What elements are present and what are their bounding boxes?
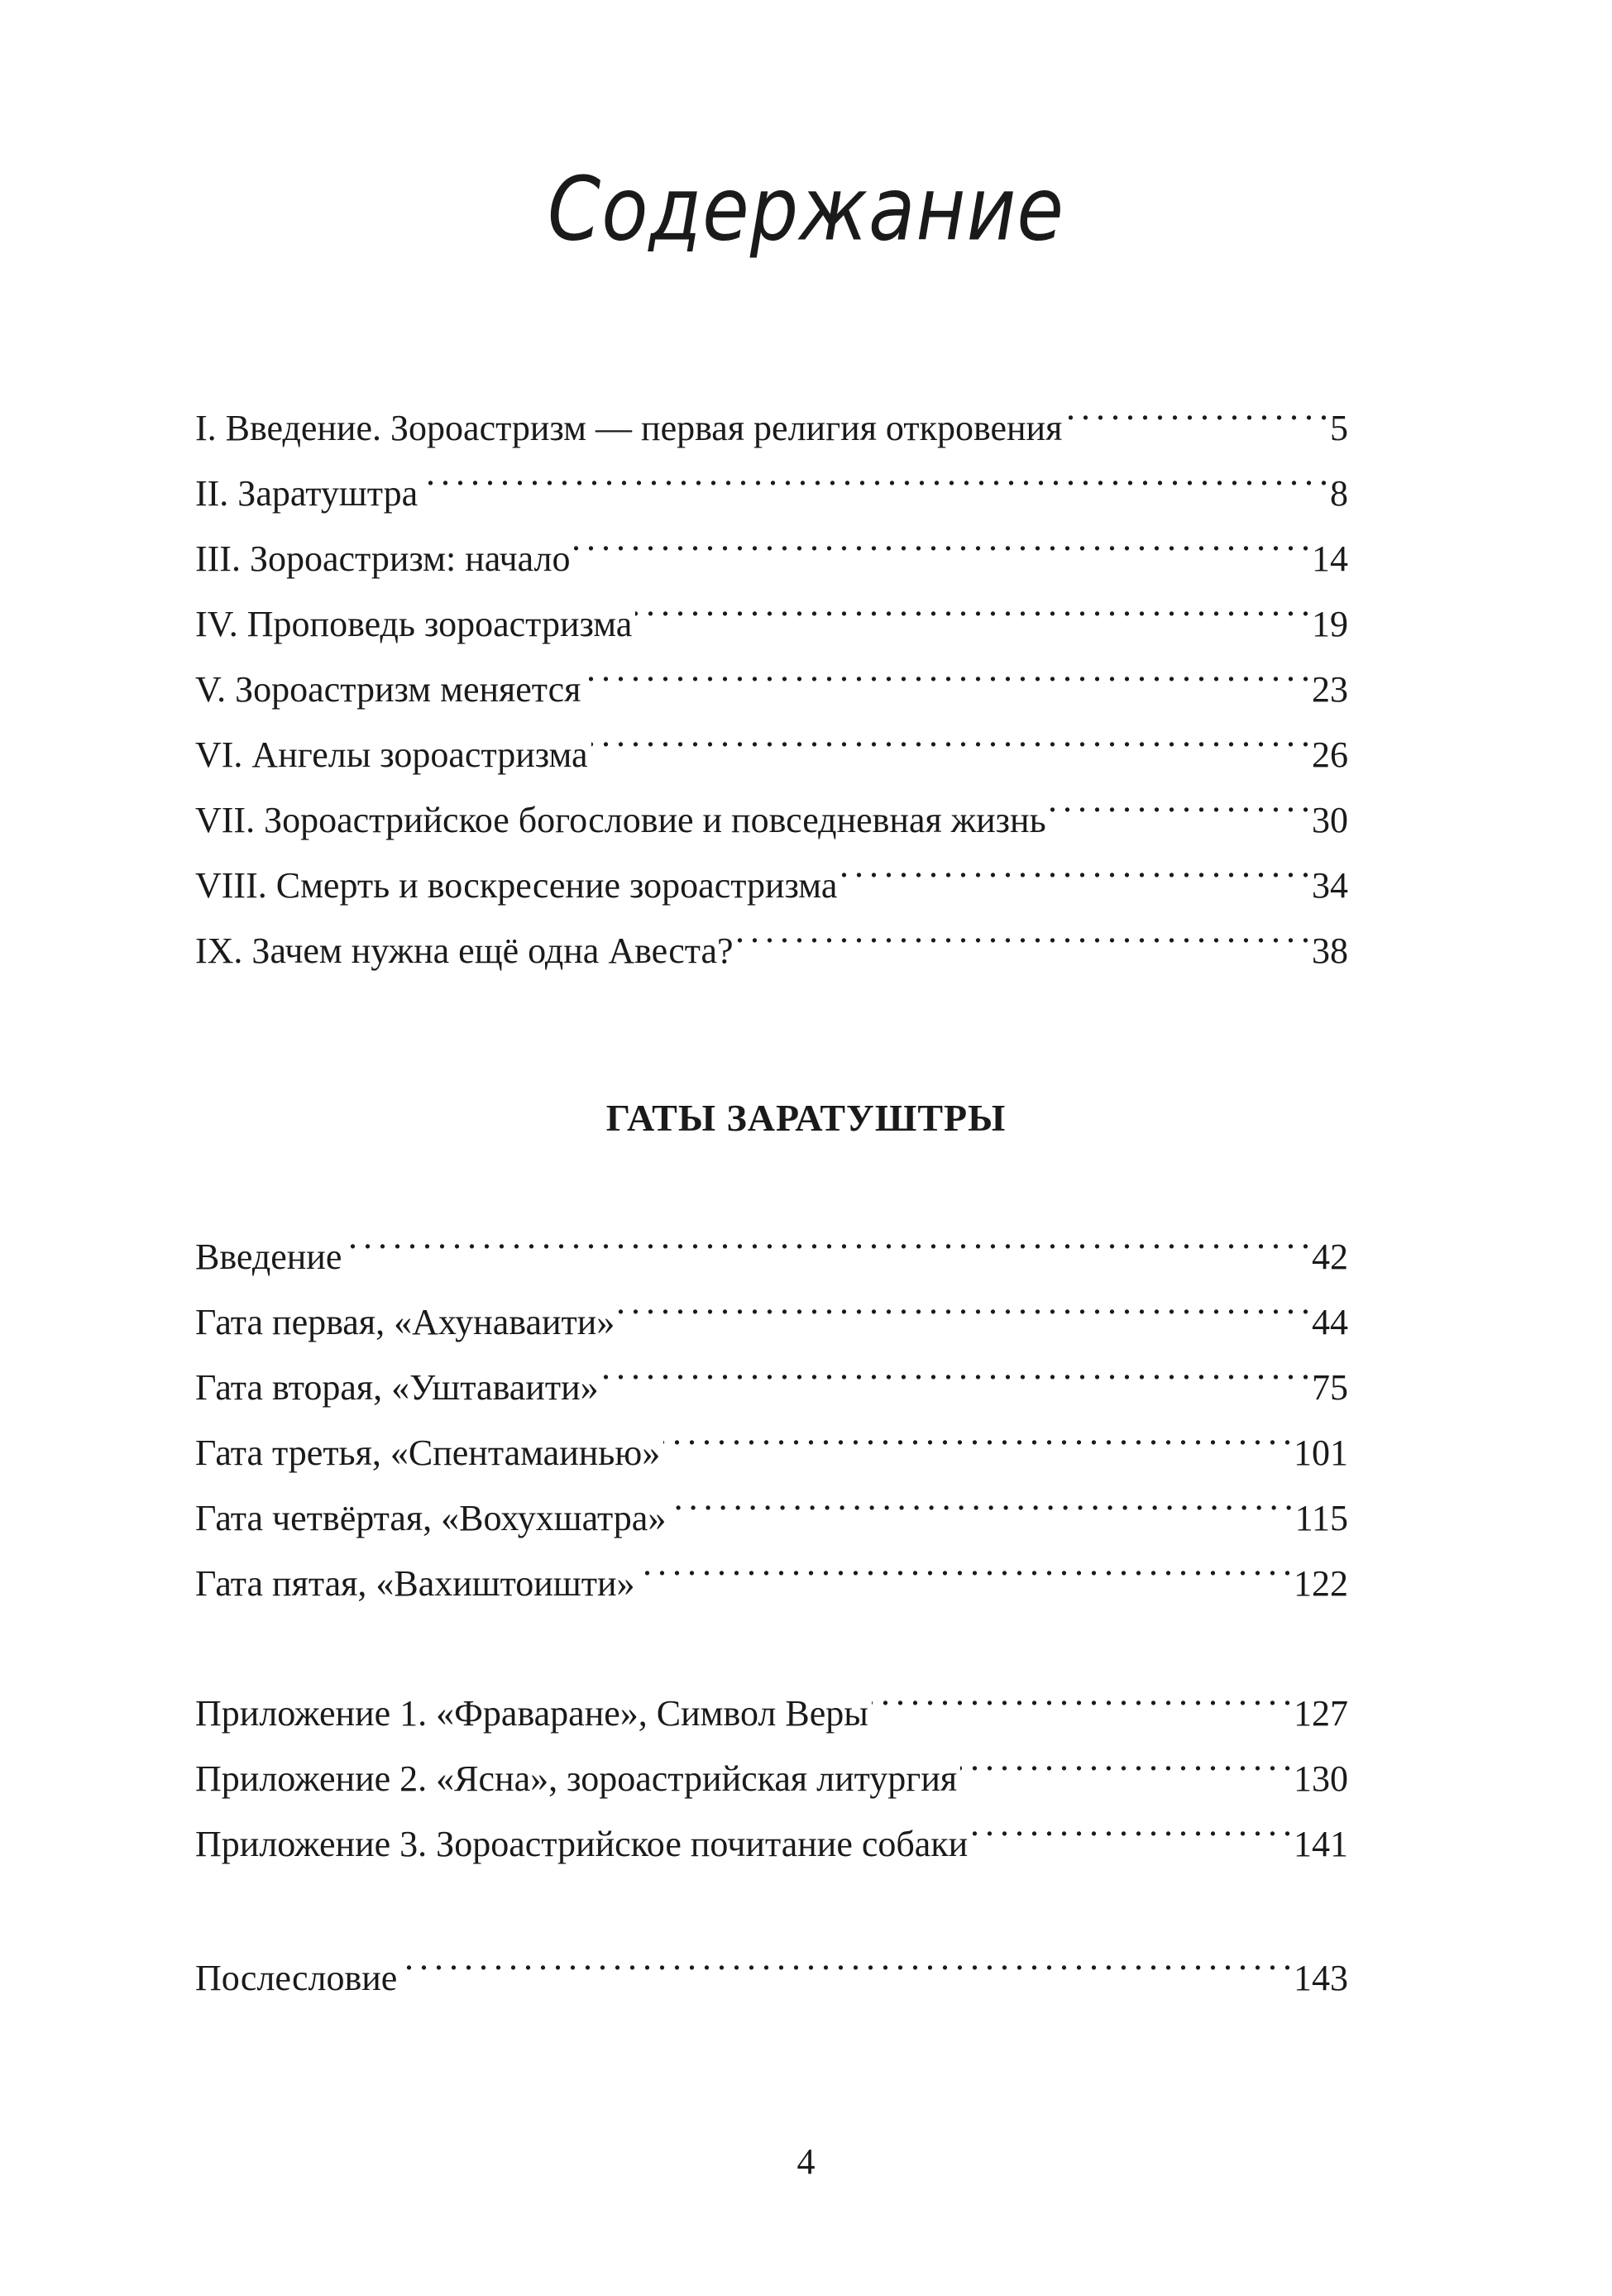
toc-entry-label: VII. Зороастрийское богословие и повседневная жизнь — [195, 800, 1046, 840]
toc-leader-dots — [639, 1559, 1290, 1595]
toc-leader-dots — [960, 1754, 1290, 1791]
toc-leader-dots — [591, 730, 1308, 767]
toc-entry-label: II. Заратуштра — [195, 473, 419, 514]
section-heading-gathas: ГАТЫ ЗАРАТУШТРЫ — [605, 1097, 1007, 1139]
toc-entry[interactable] — [195, 1355, 1348, 1420]
toc-entry[interactable] — [195, 1485, 1348, 1551]
toc-entry-label: III. Зороастризм: начало — [195, 538, 571, 579]
toc-leader-dots — [737, 926, 1308, 963]
toc-entry-label: Гата пятая, «Вахиштоишти» — [195, 1563, 635, 1604]
toc-entry-label: Гата четвёртая, «Вохухшатра» — [195, 1498, 667, 1538]
toc-appendix-list — [195, 1681, 1348, 1877]
toc-entry-label: Гата вторая, «Уштаваити» — [195, 1367, 599, 1408]
toc-entry-page: 14 — [1312, 538, 1348, 579]
toc-entry-page: 122 — [1294, 1563, 1348, 1604]
toc-entry[interactable] — [195, 1289, 1348, 1355]
toc-entry[interactable] — [195, 918, 1348, 983]
toc-entry-page: 38 — [1312, 930, 1348, 971]
toc-leader-dots — [602, 1363, 1308, 1399]
toc-leader-dots — [872, 1689, 1290, 1725]
toc-entry[interactable] — [195, 395, 1348, 461]
toc-entry-page: 115 — [1294, 1498, 1348, 1538]
toc-leader-dots — [345, 1232, 1308, 1269]
page-title: Содержание — [548, 158, 1064, 261]
toc-entry-page: 75 — [1312, 1367, 1348, 1408]
toc-entry-label: IV. Проповедь зороастризма — [195, 604, 633, 644]
toc-entry-page: 101 — [1294, 1433, 1348, 1473]
toc-entry[interactable] — [195, 526, 1348, 591]
toc-entry[interactable] — [195, 1551, 1348, 1616]
toc-leader-dots — [1050, 796, 1308, 832]
toc-leader-dots — [584, 665, 1308, 701]
toc-entry[interactable] — [195, 461, 1348, 526]
toc-entry-page: 44 — [1312, 1302, 1348, 1342]
toc-entry-page: 23 — [1312, 669, 1348, 710]
toc-gathas-list — [195, 1224, 1348, 1616]
toc-entry[interactable] — [195, 1681, 1348, 1746]
toc-entry-label: Послесловие — [195, 1958, 398, 1998]
toc-entry[interactable] — [195, 1811, 1348, 1877]
toc-leader-dots — [400, 1954, 1290, 1990]
toc-entry-label: IX. Зачем нужна ещё одна Авеста? — [195, 930, 734, 971]
toc-entry[interactable] — [195, 1420, 1348, 1485]
toc-entry-label: VIII. Смерть и воскресение зороастризма — [195, 865, 838, 906]
toc-entry[interactable] — [195, 1746, 1348, 1811]
toc-entry-label: Приложение 1. «Фраваране», Символ Веры — [195, 1693, 868, 1734]
toc-entry-page: 34 — [1312, 865, 1348, 906]
toc-entry[interactable] — [195, 1224, 1348, 1289]
toc-afterword-list — [195, 1945, 1348, 2011]
toc-entry[interactable] — [195, 657, 1348, 722]
toc-entry-page: 130 — [1294, 1758, 1348, 1799]
toc-entry-page: 19 — [1312, 604, 1348, 644]
toc-entry-page: 127 — [1294, 1693, 1348, 1734]
toc-intro-list — [195, 395, 1348, 983]
toc-entry[interactable] — [195, 1945, 1348, 2011]
toc-entry-page: 8 — [1330, 473, 1348, 514]
toc-entry-page: 26 — [1312, 734, 1348, 775]
toc-entry-label: V. Зороастризм меняется — [195, 669, 581, 710]
toc-entry[interactable] — [195, 591, 1348, 657]
toc-entry-label: Приложение 2. «Ясна», зороастрийская литургия — [195, 1758, 958, 1799]
page-number: 4 — [796, 2141, 816, 2182]
toc-leader-dots — [421, 469, 1327, 505]
toc-entry-page: 42 — [1312, 1236, 1348, 1277]
toc-entry-label: Гата третья, «Спентамаинью» — [195, 1433, 661, 1473]
toc-leader-dots — [840, 861, 1308, 897]
toc-entry-label: I. Введение. Зороастризм — первая религия откровения — [195, 408, 1063, 448]
toc-entry-page: 143 — [1294, 1958, 1348, 1998]
toc-entry-page: 30 — [1312, 800, 1348, 840]
toc-leader-dots — [971, 1820, 1290, 1856]
toc-leader-dots — [618, 1298, 1308, 1334]
toc-leader-dots — [663, 1428, 1290, 1465]
toc-entry-page: 5 — [1330, 408, 1348, 448]
toc-leader-dots — [635, 600, 1308, 636]
toc-entry-label: Приложение 3. Зороастрийское почитание собаки — [195, 1824, 969, 1864]
toc-entry-label: Введение — [195, 1236, 342, 1277]
toc-entry-label: VI. Ангелы зороастризма — [195, 734, 588, 775]
toc-leader-dots — [669, 1494, 1291, 1530]
toc-entry[interactable] — [195, 787, 1348, 853]
toc-leader-dots — [1065, 404, 1327, 440]
toc-entry-page: 141 — [1294, 1824, 1348, 1864]
toc-entry[interactable] — [195, 853, 1348, 918]
toc-entry-label: Гата первая, «Ахунаваити» — [195, 1302, 615, 1342]
toc-leader-dots — [574, 534, 1308, 571]
toc-entry[interactable] — [195, 722, 1348, 787]
